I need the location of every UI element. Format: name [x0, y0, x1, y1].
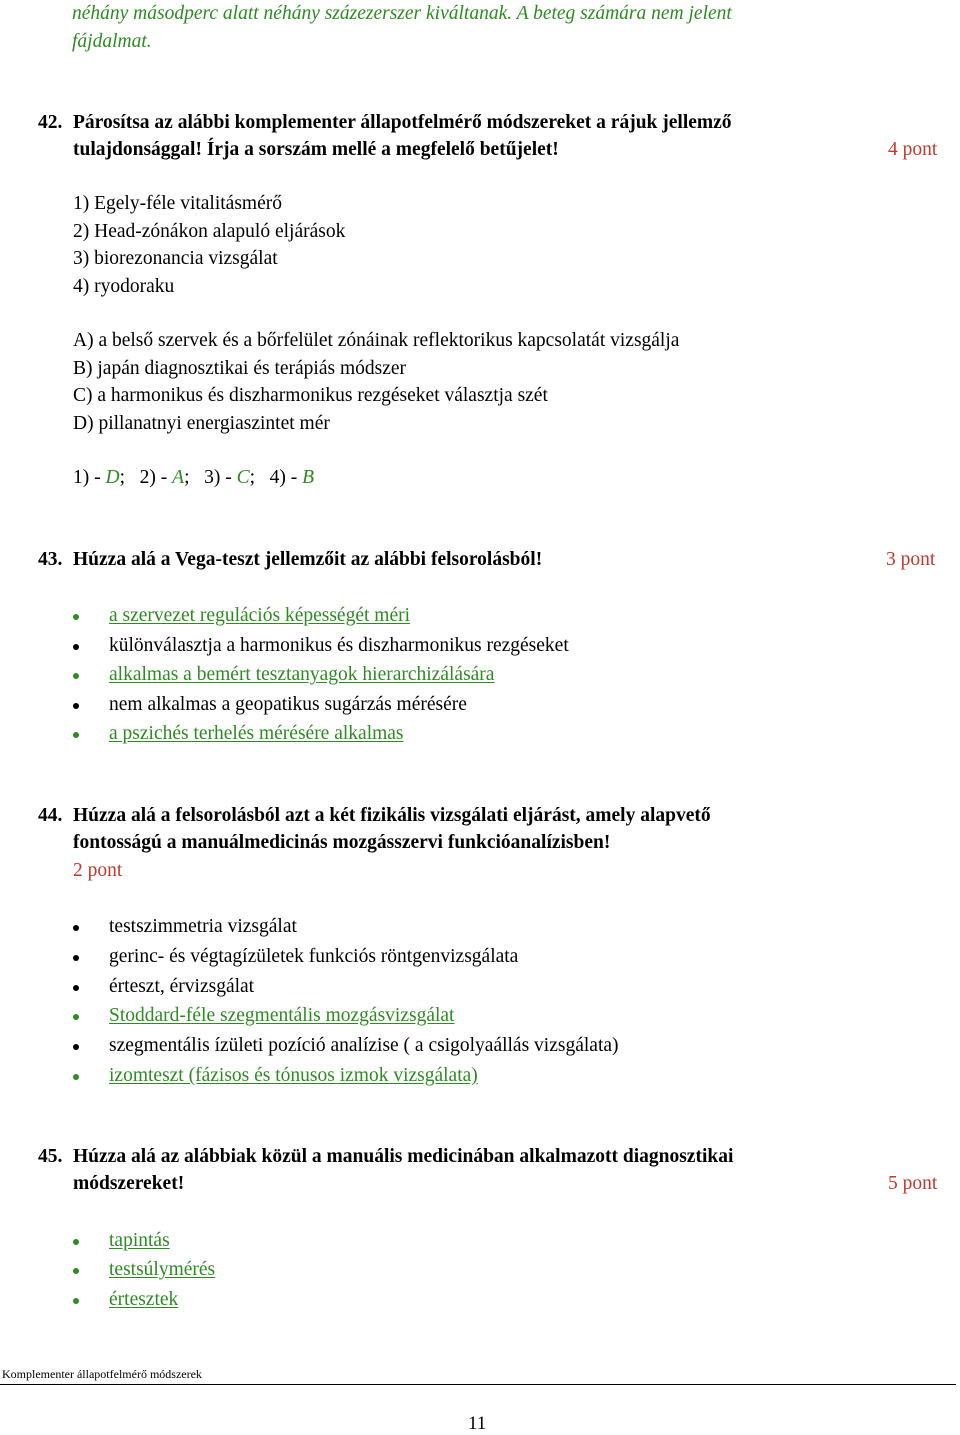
q42-numbered-item: 1) Egely-féle vitalitásmérő	[73, 193, 282, 214]
footer-divider	[0, 1384, 956, 1385]
footer-title: Komplementer állapotfelmérő módszerek	[2, 1367, 202, 1381]
q42-numbered-item: 3) biorezonancia vizsgálat	[73, 248, 278, 269]
option-text: Stoddard-féle szegmentális mozgásvizsgálat	[109, 1005, 455, 1026]
q44-question-line-1: Húzza alá a felsorolásból azt a két fizikális vizsgálati eljárást, amely alapvető	[73, 805, 711, 826]
option-text: gerinc- és végtagízületek funkciós röntgenvizsgálata	[109, 946, 519, 967]
q43-option	[0, 605, 960, 629]
option-text: tapintás	[109, 1230, 170, 1251]
q45-option	[0, 1289, 960, 1313]
q43-question-line-1: Húzza alá a Vega-teszt jellemzőit az alábbi felsorolásból!	[73, 549, 543, 570]
answer-prefix: 1) -	[73, 467, 106, 488]
answer-letter: A	[172, 467, 185, 488]
q45-question-line-2: módszereket!	[73, 1173, 185, 1194]
answer-letter: B	[302, 467, 315, 488]
bullet-icon	[73, 1044, 79, 1050]
q42-points: 4 pont	[888, 139, 938, 160]
q42-number: 42.	[38, 112, 63, 133]
q44-question-line-2: fontosságú a manuálmedicinás mozgásszervi funkcióanalízisben!	[73, 832, 611, 853]
option-text: a szervezet regulációs képességét méri	[109, 605, 411, 626]
page-number: 11	[468, 1413, 487, 1434]
answer-prefix: 3) -	[204, 467, 237, 488]
option-text: nem alkalmas a geopatikus sugárzás mérésére	[109, 694, 467, 715]
intro-line-1: néhány másodperc alatt néhány százezerszer kiváltanak. A beteg számára nem jelent	[72, 3, 732, 24]
bullet-icon	[73, 644, 79, 650]
bullet-icon	[73, 732, 79, 738]
option-text: értesztek	[109, 1289, 179, 1310]
option-text: izomteszt (fázisos és tónusos izmok vizsgálata)	[109, 1065, 478, 1086]
option-text: alkalmas a bemért tesztanyagok hierarchizálására	[109, 664, 495, 685]
q43-number: 43.	[38, 549, 63, 570]
answer-letter: D	[105, 467, 120, 488]
q44-points: 2 pont	[73, 860, 123, 881]
q44-option	[0, 916, 960, 940]
option-text: érteszt, érvizsgálat	[109, 976, 255, 997]
q42-numbered-item: 4) ryodoraku	[73, 276, 175, 297]
q44-option	[0, 1065, 960, 1089]
q44-number: 44.	[38, 805, 63, 826]
option-text: testsúlymérés	[109, 1259, 216, 1280]
q42-question-line-2: tulajdonsággal! Írja a sorszám mellé a megfelelő betűjelet!	[73, 139, 559, 160]
option-text: testszimmetria vizsgálat	[109, 916, 297, 937]
q42-lettered-item: A) a belső szervek és a bőrfelület zónáinak reflektorikus kapcsolatát vizsgálja	[73, 330, 680, 351]
answer-prefix: 4) -	[269, 467, 303, 488]
q45-option	[0, 1230, 960, 1254]
q43-option	[0, 694, 960, 718]
answer-separator: ;	[119, 467, 126, 488]
q42-question-line-1: Párosítsa az alábbi komplementer állapotfelmérő módszereket a rájuk jellemző	[73, 112, 732, 133]
q43-option	[0, 664, 960, 688]
q44-option	[0, 946, 960, 970]
q42-lettered-item: C) a harmonikus és diszharmonikus rezgéseket választja szét	[73, 385, 548, 406]
bullet-icon	[73, 1239, 79, 1245]
bullet-icon	[73, 1298, 79, 1304]
option-text: különválasztja a harmonikus és diszharmonikus rezgéseket	[109, 635, 569, 656]
answer-separator: ;	[184, 467, 190, 488]
answer-prefix: 2) -	[139, 467, 173, 488]
option-text: a pszichés terhelés mérésére alkalmas	[109, 723, 404, 744]
bullet-icon	[73, 955, 79, 961]
q45-number: 45.	[38, 1146, 63, 1167]
bullet-icon	[73, 1014, 79, 1020]
q43-option	[0, 723, 960, 747]
q45-points: 5 pont	[888, 1173, 938, 1194]
bullet-icon	[73, 673, 79, 679]
q43-option	[0, 635, 960, 659]
q42-lettered-item: B) japán diagnosztikai és terápiás módszer	[73, 358, 407, 379]
q44-option	[0, 976, 960, 1000]
q42-answer	[73, 467, 314, 489]
bullet-icon	[73, 1074, 79, 1080]
q42-lettered-item: D) pillanatnyi energiaszintet mér	[73, 413, 330, 434]
option-text: szegmentális ízületi pozíció analízise ( a csigolyaállás vizsgálata)	[109, 1035, 619, 1056]
bullet-icon	[73, 925, 79, 931]
bullet-icon	[73, 1268, 79, 1274]
bullet-icon	[73, 703, 79, 709]
q42-numbered-item: 2) Head-zónákon alapuló eljárások	[73, 221, 346, 242]
bullet-icon	[73, 985, 79, 991]
answer-separator: ;	[249, 467, 256, 488]
answer-letter: C	[236, 467, 250, 488]
intro-line-2: fájdalmat.	[72, 31, 152, 52]
bullet-icon	[73, 614, 79, 620]
q45-option	[0, 1259, 960, 1283]
q43-points: 3 pont	[886, 549, 936, 570]
q44-option	[0, 1035, 960, 1059]
q45-question-line-1: Húzza alá az alábbiak közül a manuális medicinában alkalmazott diagnosztikai	[73, 1146, 734, 1167]
q44-option	[0, 1005, 960, 1029]
